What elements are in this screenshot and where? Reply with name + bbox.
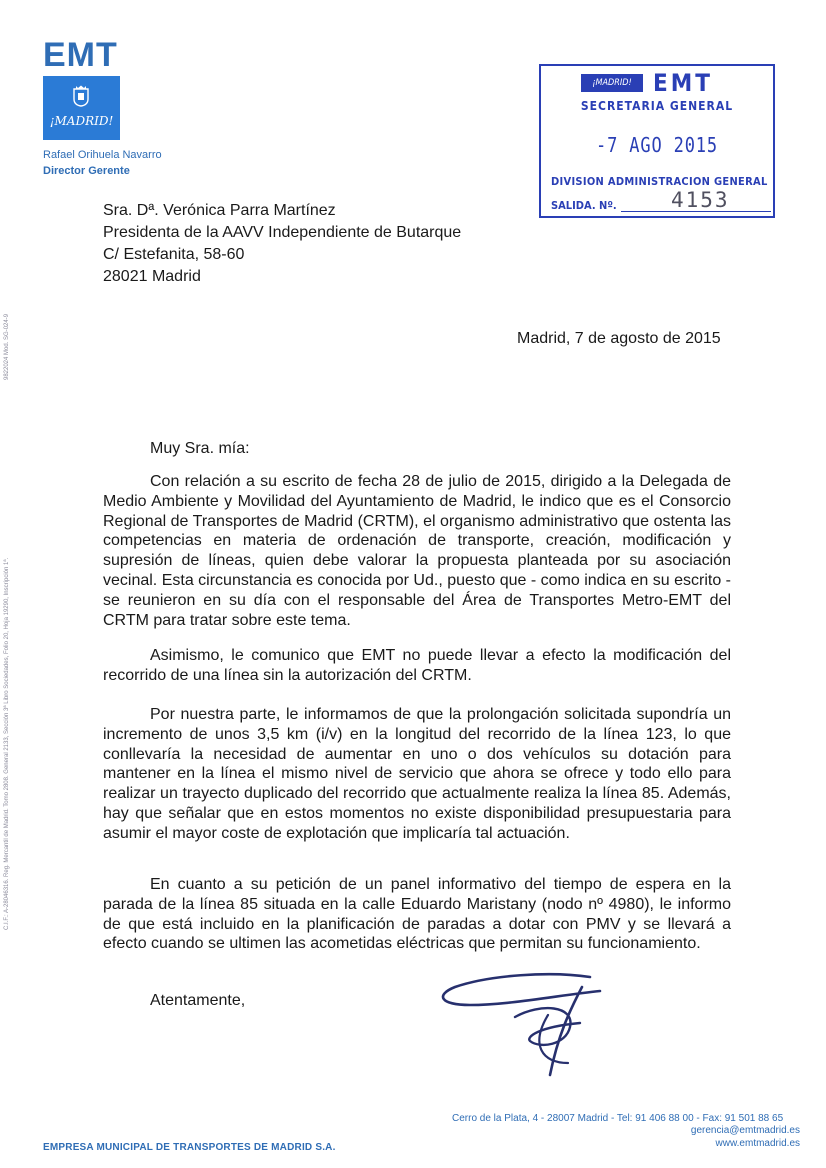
- emt-logo-text: EMT: [43, 36, 118, 74]
- madrid-crest-icon: [72, 85, 90, 107]
- stamp-madrid-logo: ¡MADRID!: [581, 74, 643, 92]
- closing: Atentamente,: [150, 992, 246, 1009]
- footer-email: gerencia@emtmadrid.es: [690, 1125, 800, 1136]
- letter-date: Madrid, 7 de agosto de 2015: [517, 330, 721, 347]
- stamp-exit-label: SALIDA. Nº.: [551, 199, 617, 212]
- footer-address: Cerro de la Plata, 4 - 28007 Madrid - Tel: 91 406 88 00 - Fax: 91 501 88 65: [452, 1113, 784, 1124]
- stamp-department: SECRETARIA GENERAL: [580, 99, 734, 113]
- recipient-street: C/ Estefanita, 58-60: [103, 246, 245, 263]
- madrid-logo-label: ¡MADRID!: [49, 114, 114, 128]
- madrid-logo: [43, 76, 120, 140]
- footer-company-name: EMPRESA MUNICIPAL DE TRANSPORTES DE MADRID S.A.: [43, 1142, 336, 1153]
- stamp-division: DIVISION ADMINISTRACION GENERAL: [551, 175, 768, 188]
- stamp-date: -7 AGO 2015: [596, 133, 718, 157]
- recipient-position: Presidenta de la AAVV Independiente de Butarque: [103, 224, 462, 241]
- body-paragraph-4: [103, 875, 731, 954]
- body-paragraph-3: [103, 705, 731, 844]
- sender-name: Rafael Orihuela Navarro: [43, 149, 162, 161]
- stamp-number: 4153: [671, 188, 730, 212]
- registry-stamp: [539, 64, 775, 218]
- recipient-name: Sra. Dª. Verónica Parra Martínez: [103, 202, 336, 219]
- side-legal-text: C.I.F.: A-28046316. Reg. Mercantil de Madrid. Tomo 2808. General 2133, Sección 3ª Libro Sociedades, Folio 20, Hoja 19290, Inscripción 1ª.: [4, 557, 10, 930]
- paragraph-text: En cuanto a su petición de un panel informativo del tiempo de espera en la parada de la línea 85 situada en la calle Eduardo Maristany (nodo nº 4980), le informo de que está incluido en la planificación de paradas a dotar con PMV y se llevará a efecto cuando se ultimen las acometidas eléctricas que permitan su funcionamiento.: [103, 876, 731, 953]
- handwritten-signature: [430, 965, 640, 1085]
- body-paragraph-1: [103, 472, 731, 630]
- salutation: Muy Sra. mía:: [150, 440, 250, 457]
- paragraph-text: Asimismo, le comunico que EMT no puede llevar a efecto la modificación del recorrido de una línea sin la autorización del CRTM.: [103, 647, 731, 684]
- footer-website: www.emtmadrid.es: [715, 1138, 800, 1149]
- sender-title: Director Gerente: [43, 165, 130, 177]
- stamp-org: EMT: [653, 69, 713, 97]
- paragraph-text: Con relación a su escrito de fecha 28 de julio de 2015, dirigido a la Delegada de Medio Ambiente y Movilidad del Ayuntamiento de Madrid, le indico que es el Consorcio Regional de Transportes de Madrid (CRTM), el organismo administrativo que ostenta las competencias en materia de ordenación de transporte, creación, modificación y supresión de líneas, quien debe valorar la propuesta planteada por su asociación vecinal. Esta circunstancia es conocida por Ud., puesto que - como indica en su escrito - se reunieron en su día con el responsable del Área de Transportes Metro-EMT del CRTM para tratar sobre este tema.: [103, 473, 731, 629]
- side-form-code: 9822024 Mod. SG-024-9: [4, 313, 10, 380]
- body-paragraph-2: [103, 646, 731, 686]
- paragraph-text: Por nuestra parte, le informamos de que la prolongación solicitada supondría un incremento de unos 3,5 km (i/v) en la longitud del recorrido de la línea 123, lo que conllevaría la necesidad de aumentar en uno o dos vehículos su dotación para mantener en la línea el mismo nivel de servicio que ahora se ofrece y todo ello para realizar un trayecto duplicado del recorrido que actualmente realiza la línea 85. Además, hay que señalar que en estos momentos no existe disponibilidad presupuestaria para asumir el mayor coste de explotación que implicaría tal actuación.: [103, 706, 731, 842]
- recipient-city: 28021 Madrid: [103, 268, 201, 285]
